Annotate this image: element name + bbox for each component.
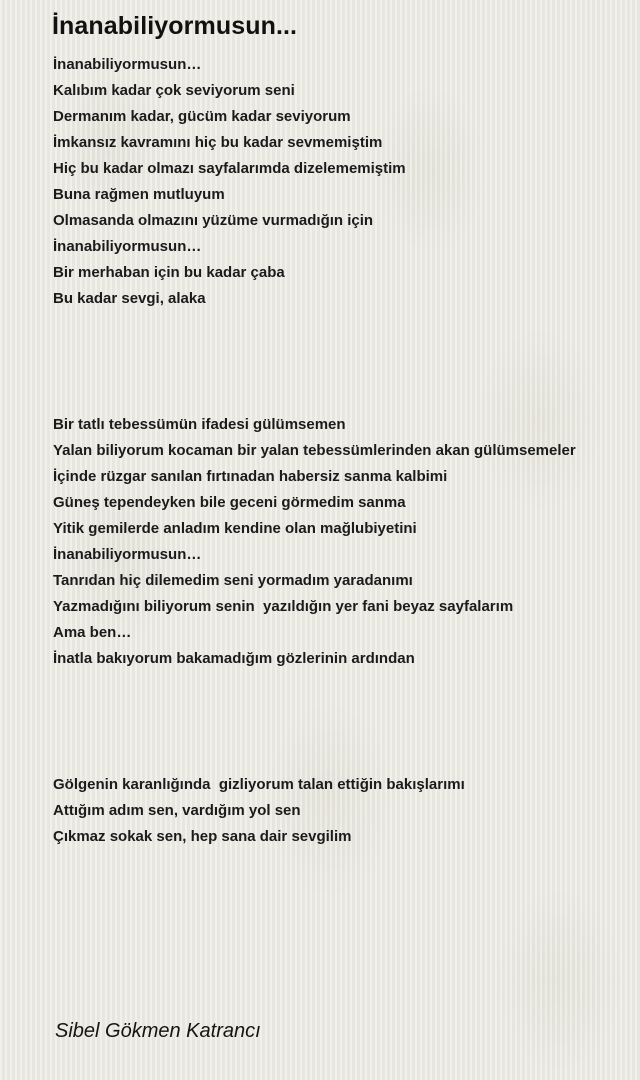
poem-line: Güneş tependeyken bile geceni görmedim sanma bbox=[53, 494, 406, 511]
poem-line: Tanrıdan hiç dilemedim seni yormadım yaradanımı bbox=[53, 572, 413, 589]
stanza-1 bbox=[53, 52, 633, 312]
poem-line: İnatla bakıyorum bakamadığım gözlerinin ardından bbox=[53, 650, 415, 667]
stanza-2 bbox=[53, 412, 633, 672]
poem-line: Olmasanda olmazını yüzüme vurmadığın için bbox=[53, 212, 374, 229]
poem-line: İçinde rüzgar sanılan fırtınadan habersiz sanma kalbimi bbox=[53, 468, 448, 485]
poem-line: Bir tatlı tebessümün ifadesi gülümsemen bbox=[53, 416, 346, 433]
poem-line: Dermanım kadar, gücüm kadar seviyorum bbox=[53, 108, 351, 125]
poem-title: İnanabiliyormusun... bbox=[52, 12, 298, 40]
poem-line: Çıkmaz sokak sen, hep sana dair sevgilim bbox=[53, 828, 352, 845]
poem-line: İnanabiliyormusun… bbox=[53, 546, 202, 563]
poem-line: Ama ben… bbox=[53, 624, 132, 641]
author-signature: Sibel Gökmen Katrancı bbox=[55, 1020, 261, 1042]
poem-line: Bu kadar sevgi, alaka bbox=[53, 290, 206, 307]
poem-line: Kalıbım kadar çok seviyorum seni bbox=[53, 82, 295, 99]
poem-body bbox=[53, 52, 633, 850]
poem-line: Attığım adım sen, vardığım yol sen bbox=[53, 802, 301, 819]
poem-line: Buna rağmen mutluyum bbox=[53, 186, 225, 203]
poem-line: İnanabiliyormusun… bbox=[53, 238, 202, 255]
poem-line: Yalan biliyorum kocaman bir yalan tebessümlerinden akan gülümsemeler bbox=[53, 442, 576, 459]
poem-line: Yitik gemilerde anladım kendine olan mağlubiyetini bbox=[53, 520, 417, 537]
poem-line: Hiç bu kadar olmazı sayfalarımda dizelememiştim bbox=[53, 160, 406, 177]
poem-line: Gölgenin karanlığında gizliyorum talan ettiğin bakışlarımı bbox=[53, 776, 465, 793]
poem-line: Bir merhaban için bu kadar çaba bbox=[53, 264, 285, 281]
poem-line: Yazmadığını biliyorum senin yazıldığın yer fani beyaz sayfalarım bbox=[53, 598, 514, 615]
poem-line: İmkansız kavramını hiç bu kadar sevmemiştim bbox=[53, 134, 383, 151]
poem-line: İnanabiliyormusun… bbox=[53, 56, 202, 73]
stanza-3 bbox=[53, 772, 633, 850]
